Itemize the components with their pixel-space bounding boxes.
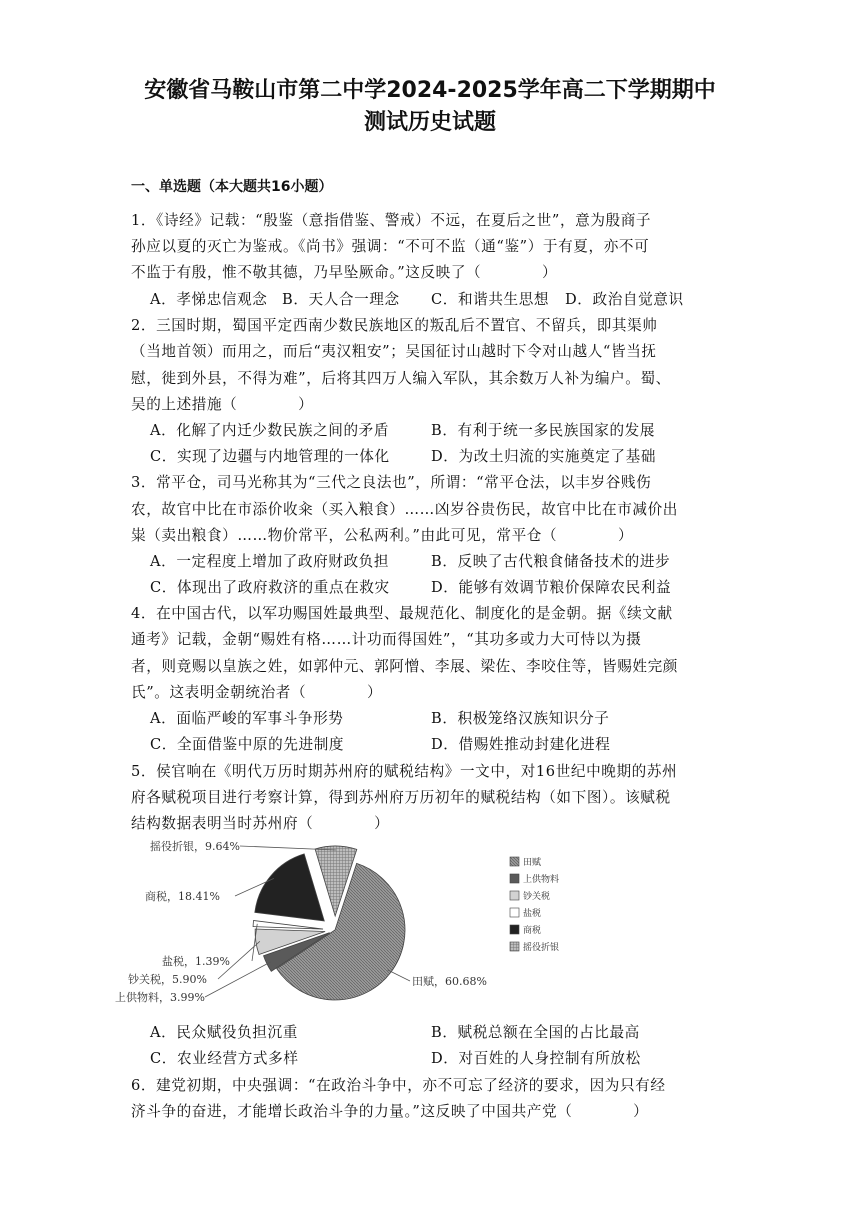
pie-slice-4 [255, 854, 324, 921]
legend-swatch-2 [510, 891, 519, 900]
q5-option-c: C．农业经营方式多样 [150, 1050, 299, 1067]
q5-option-b: B．赋税总额在全国的占比最高 [431, 1024, 640, 1041]
slice-label-2: 钞关税，5.90% [128, 973, 207, 986]
q3-option-a: A．一定程度上增加了政府财政负担 [150, 553, 390, 570]
q1-option-a: A．孝悌忠信观念 [150, 291, 268, 308]
legend-swatch-0 [510, 857, 519, 866]
tax-structure-pie-chart [110, 835, 580, 1015]
q2-line-2: （当地首领）而用之，而后“夷汉粗安”；吴国征讨山越时下令对山越人“皆当抚 [131, 343, 657, 360]
q5-line-2: 府各赋税项目进行考察计算，得到苏州府万历初年的赋税结构（如下图）。该赋税 [131, 789, 671, 806]
slice-label-5: 摇役折银，9.64% [150, 840, 240, 853]
q2-option-d: D．为改土归流的实施奠定了基础 [431, 448, 657, 465]
q5-option-d: D．对百姓的人身控制有所放松 [431, 1050, 641, 1067]
q1-line-3: 不监于有殷，惟不敬其德，乃早坠厥命。”这反映了（ ） [131, 264, 558, 281]
pie-slices [253, 846, 405, 1000]
q1-line-1: 1．《诗经》记载：“殷鉴（意指借鉴、警戒）不远，在夏后之世”，意为殷商子 [131, 212, 652, 229]
legend-label-1: 上供物料 [523, 875, 560, 885]
slice-label-4: 商税，18.41% [145, 890, 220, 903]
legend-label-2: 钞关税 [523, 892, 551, 902]
q1-option-b: B．天人合一理念 [282, 291, 400, 308]
q1-option-c: C．和谐共生思想 [431, 291, 550, 308]
q6-line-2: 济斗争的奋进，才能增长政治斗争的力量。”这反映了中国共产党（ ） [131, 1103, 649, 1120]
q3-option-b: B．反映了古代粮食储备技术的进步 [431, 553, 671, 570]
q3-line-3: 粜（卖出粮食）……物价常平，公私两利。”由此可见，常平仓（ ） [131, 527, 634, 544]
q3-line-1: 3．常平仓，司马光称其为“三代之良法也”，所谓：“常平仓法，以丰岁谷贱伤 [131, 474, 652, 491]
pie-slice-3 [253, 920, 323, 929]
q4-line-2: 通考》记载，金朝“赐姓有格……计功而得国姓”，“其功多或力大可恃以为摄 [131, 631, 642, 648]
q2-line-3: 慰，徙到外县，不得为难”，后将其四万人编入军队，其余数万人补为编户。蜀、 [131, 370, 671, 387]
q3-option-c: C．体现出了政府救济的重点在救灾 [150, 579, 390, 596]
legend-label-3: 盐税 [523, 909, 542, 919]
q4-option-a: A．面临严峻的军事斗争形势 [150, 710, 344, 727]
slice-label-1: 上供物料，3.99% [115, 991, 205, 1004]
q4-option-c: C．全面借鉴中原的先进制度 [150, 736, 345, 753]
q4-option-b: B．积极笼络汉族知识分子 [431, 710, 610, 727]
q2-line-4: 吴的上述措施（ ） [131, 396, 314, 413]
legend-swatch-1 [510, 874, 519, 883]
q1-line-2: 孙应以夏的灭亡为鉴戒。《尚书》强调：“不可不监（通“鉴”）于有夏，亦不可 [131, 238, 650, 255]
q6-line-1: 6．建党初期，中央强调：“在政治斗争中，亦不可忘了经济的要求，因为只有经 [131, 1077, 666, 1094]
legend-label-0: 田赋 [523, 858, 542, 868]
q1-option-d: D．政治自觉意识 [565, 291, 684, 308]
q5-option-a: A．民众赋役负担沉重 [150, 1024, 298, 1041]
q4-option-d: D．借赐姓推动封建化进程 [431, 736, 611, 753]
q5-line-3: 结构数据表明当时苏州府（ ） [131, 815, 390, 832]
legend-label-5: 摇役折银 [523, 943, 560, 953]
q3-line-2: 农，故官中比在市添价收籴（买入粮食）……凶岁谷贵伤民，故官中比在市减价出 [131, 501, 678, 518]
q4-line-3: 者，则竟赐以皇族之姓，如郭仲元、郭阿憎、李展、梁佐、李咬住等，皆赐姓完颜 [131, 658, 678, 675]
q2-option-b: B．有利于统一多民族国家的发展 [431, 422, 656, 439]
q3-option-d: D．能够有效调节粮价保障农民利益 [431, 579, 672, 596]
q4-line-4: 氏”。这表明金朝统治者（ ） [131, 684, 383, 701]
legend-swatch-3 [510, 908, 519, 917]
chart-legend [510, 856, 559, 953]
q2-option-a: A．化解了内迁少数民族之间的矛盾 [150, 422, 390, 439]
legend-swatch-4 [510, 925, 519, 934]
q2-option-c: C．实现了边疆与内地管理的一体化 [150, 448, 390, 465]
legend-swatch-5 [510, 942, 519, 951]
section-heading: 一、单选题（本大题共16小题） [131, 179, 333, 195]
q2-line-1: 2．三国时期，蜀国平定西南少数民族地区的叛乱后不置官、不留兵，即其渠帅 [131, 317, 658, 334]
q5-line-1: 5．侯官响在《明代万历时期苏州府的赋税结构》一文中，对16世纪中晚期的苏州 [131, 763, 678, 780]
q4-line-1: 4．在中国古代，以军功赐国姓最典型、最规范化、制度化的是金朝。据《续文献 [131, 605, 673, 622]
slice-label-3: 盐税，1.39% [162, 955, 230, 968]
legend-label-4: 商税 [523, 926, 542, 936]
leader-line-0 [388, 970, 410, 981]
page-title-line1: 安徽省马鞍山市第二中学2024-2025学年高二下学期期中 [144, 78, 716, 103]
page-title-line2: 测试历史试题 [363, 110, 496, 135]
slice-label-0: 田赋，60.68% [412, 975, 487, 988]
